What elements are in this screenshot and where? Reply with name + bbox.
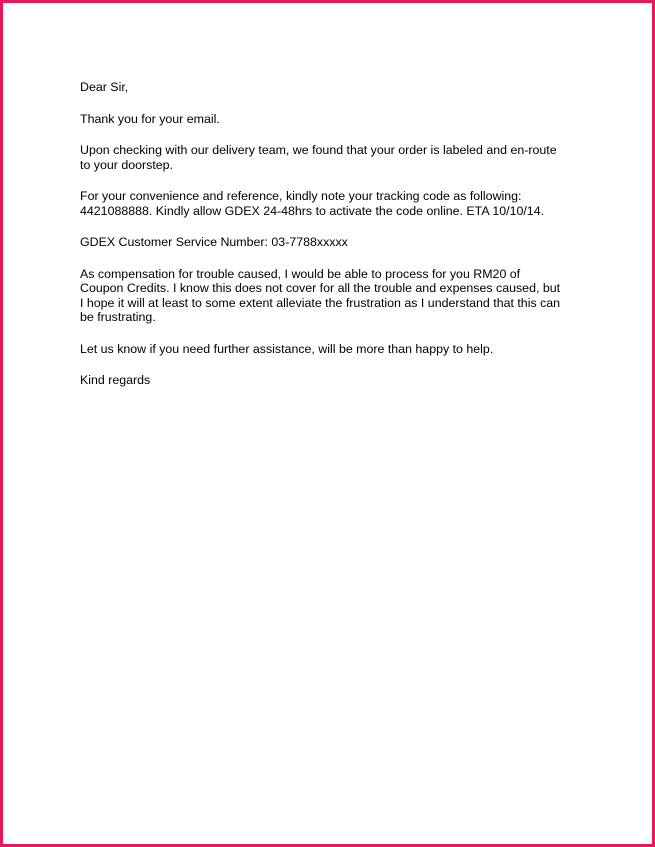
salutation: Dear Sir,: [80, 80, 129, 94]
paragraph-tracking-code: For your convenience and reference, kindly note your tracking code as following: 4421088888. Kindly allow GDEX 24-48hrs to activate the code online. ETA 10/10/14.: [80, 189, 545, 218]
paragraph-assistance: Let us know if you need further assistance, will be more than happy to help.: [80, 341, 494, 356]
closing: Kind regards: [80, 373, 151, 387]
paragraph-compensation: As compensation for trouble caused, I would be able to process for you RM20 of Coupon Credits. I know this does not cover for all the trouble and expenses caused, but I hope it will at least to some extent alleviate the frustration as I understand that this can be frustrating.: [80, 266, 561, 324]
paragraph-thanks: Thank you for your email.: [80, 111, 220, 126]
paragraph-customer-service: GDEX Customer Service Number: 03-7788xxxxx: [80, 235, 348, 249]
paragraph-delivery-status: Upon checking with our delivery team, we found that your order is labeled and en-route to your doorstep.: [80, 143, 557, 172]
letter-body: [80, 80, 590, 405]
